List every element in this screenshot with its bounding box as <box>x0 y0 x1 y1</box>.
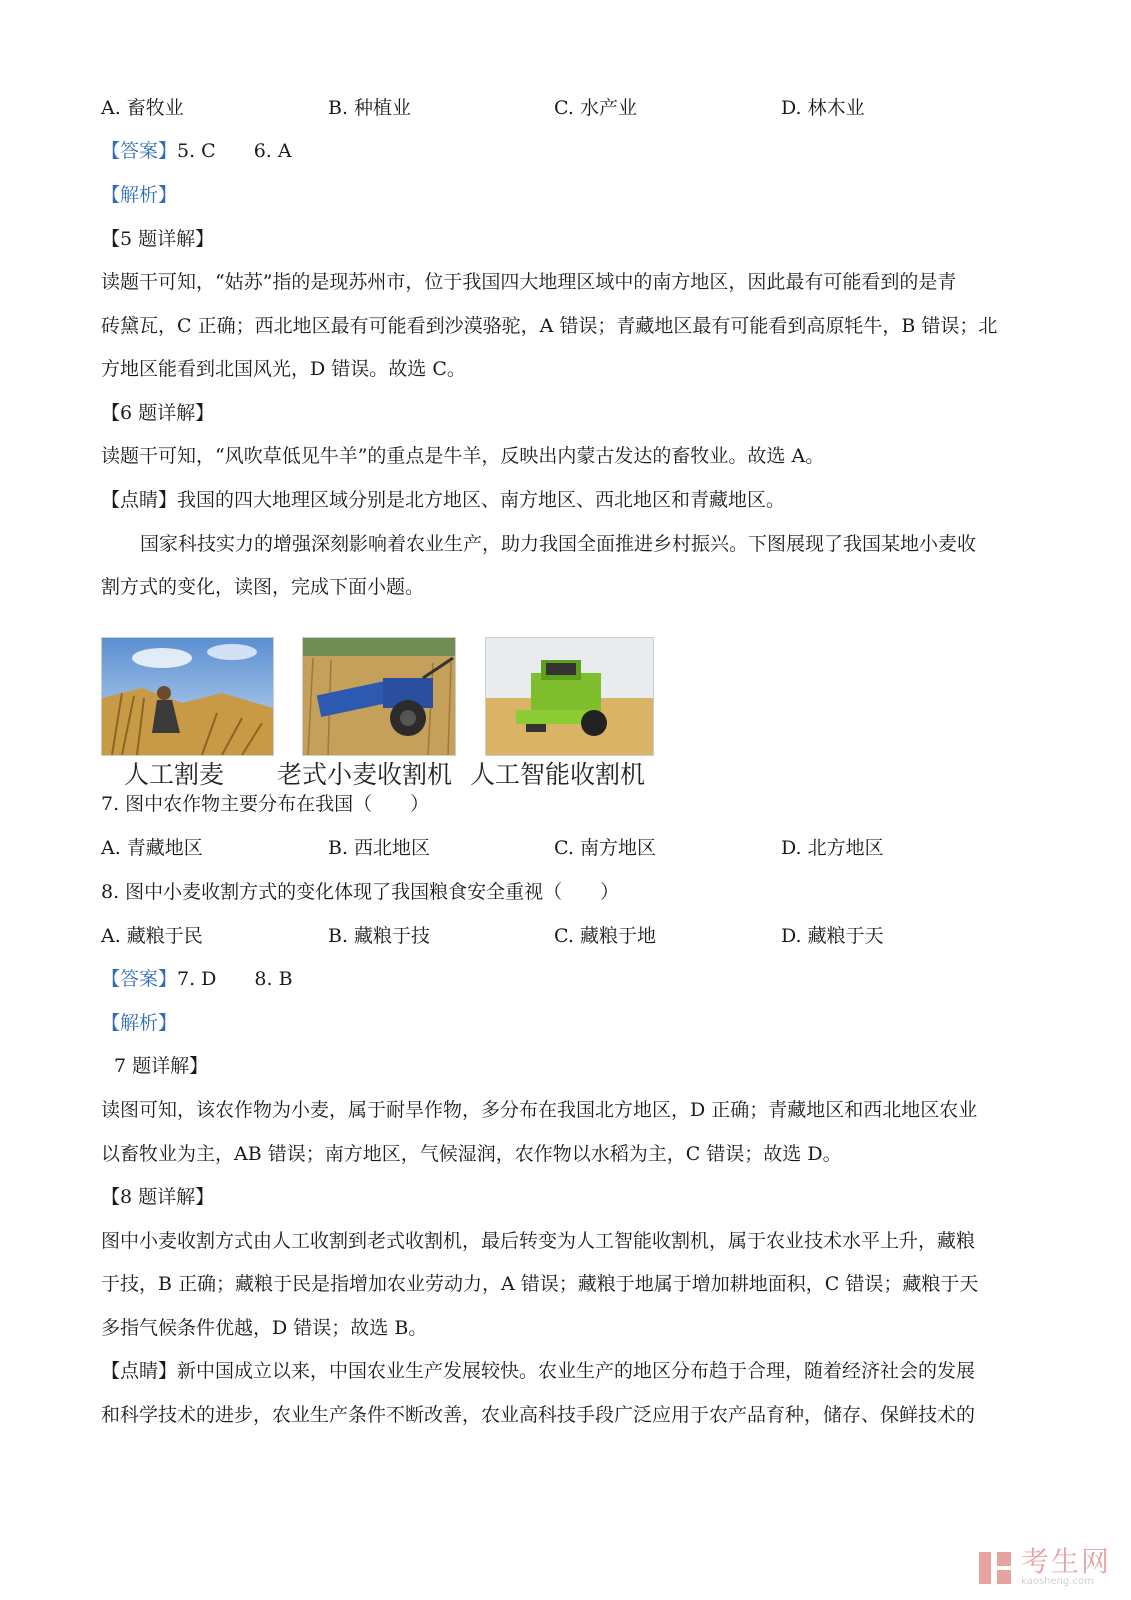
q8-option-b: B. 藏粮于技 <box>328 925 431 947</box>
q6-option-c: C. 水产业 <box>554 97 637 119</box>
q7-detail-line: 以畜牧业为主，AB 错误；南方地区，气候湿润，农作物以水稻为主，C 错误；故选 D。 <box>101 1143 842 1165</box>
q8-option-d: D. 藏粮于天 <box>781 925 884 947</box>
q5-detail-line: 砖黛瓦，C 正确；西北地区最有可能看到沙漠骆驼，A 错误；青藏地区最有可能看到高原牦牛，B 错误；北 <box>101 315 998 337</box>
ai-harvester-photo <box>485 637 654 756</box>
watermark-logo-icon <box>977 1550 1013 1586</box>
q7-detail-heading: 7 题详解】 <box>114 1055 209 1077</box>
answer-text: 5. C 6. A <box>177 140 292 162</box>
q7-detail-line: 读图可知，该农作物为小麦，属于耐旱作物，多分布在我国北方地区，D 正确；青藏地区和西北地区农业 <box>101 1099 978 1121</box>
analysis-tag-1: 【解析】 <box>101 184 178 206</box>
watermark <box>977 1545 1111 1588</box>
tip-line-1 <box>101 488 785 512</box>
q8-stem: 8. 图中小麦收割方式的变化体现了我国粮食安全重视（ ） <box>101 881 620 903</box>
q6-detail-heading: 【6 题详解】 <box>101 402 215 424</box>
old-harvester-photo <box>302 637 456 756</box>
q7-option-c: C. 南方地区 <box>554 837 656 859</box>
tip-line-2 <box>101 1359 975 1383</box>
tip-text: 我国的四大地理区域分别是北方地区、南方地区、西北地区和青藏地区。 <box>177 489 786 511</box>
q8-option-c: C. 藏粮于地 <box>554 925 656 947</box>
watermark-name: 考生网 <box>1020 1545 1111 1578</box>
q5-detail-line: 读题干可知，“姑苏”指的是现苏州市，位于我国四大地理区域中的南方地区，因此最有可能看到的是青 <box>101 271 957 293</box>
manual-harvest-photo <box>101 637 274 756</box>
answer-tag: 【答案】 <box>101 140 178 162</box>
answer-line-2 <box>101 967 293 991</box>
photo-caption: 老式小麦收割机 <box>277 760 453 789</box>
q5-detail-line: 方地区能看到北国风光，D 错误。故选 C。 <box>101 358 466 380</box>
q5-detail-heading: 【5 题详解】 <box>101 228 215 250</box>
q7-option-b: B. 西北地区 <box>328 837 431 859</box>
tip-tag: 【点睛】 <box>101 1360 178 1382</box>
answer-tag: 【答案】 <box>101 968 178 990</box>
q7-stem: 7. 图中农作物主要分布在我国（ ） <box>101 793 430 815</box>
intro-line: 国家科技实力的增强深刻影响着农业生产，助力我国全面推进乡村振兴。下图展现了我国某地小麦收 <box>140 533 977 555</box>
answer-text: 7. D 8. B <box>177 968 293 990</box>
photo-caption: 人工割麦 <box>124 760 225 789</box>
q7-option-d: D. 北方地区 <box>781 837 884 859</box>
q7-option-a: A. 青藏地区 <box>101 837 203 859</box>
photo-caption: 人工智能收割机 <box>470 760 646 789</box>
q8-option-a: A. 藏粮于民 <box>101 925 203 947</box>
q6-option-d: D. 林木业 <box>781 97 865 119</box>
analysis-tag-2: 【解析】 <box>101 1012 178 1034</box>
answer-line-1 <box>101 139 292 163</box>
q6-option-a: A. 畜牧业 <box>101 97 184 119</box>
q8-detail-line: 多指气候条件优越，D 错误；故选 B。 <box>101 1317 428 1339</box>
q8-detail-line: 于技，B 正确；藏粮于民是指增加农业劳动力，A 错误；藏粮于地属于增加耕地面积，C 错误；藏粮于天 <box>101 1273 979 1295</box>
intro-line: 割方式的变化，读图，完成下面小题。 <box>101 576 425 598</box>
q8-detail-line: 图中小麦收割方式由人工收割到老式收割机，最后转变为人工智能收割机，属于农业技术水平上升，藏粮 <box>101 1230 976 1252</box>
tip-tag: 【点睛】 <box>101 489 178 511</box>
q6-option-b: B. 种植业 <box>328 97 412 119</box>
q8-detail-heading: 【8 题详解】 <box>101 1186 215 1208</box>
tip-line-3: 和科学技术的进步，农业生产条件不断改善，农业高科技手段广泛应用于农产品育种，储存、保鲜技术的 <box>101 1404 976 1426</box>
watermark-url: kaosheng.com <box>1020 1576 1094 1587</box>
tip-text: 新中国成立以来，中国农业生产发展较快。农业生产的地区分布趋于合理，随着经济社会的发展 <box>177 1360 976 1382</box>
q6-detail-line: 读题干可知，“风吹草低见牛羊”的重点是牛羊，反映出内蒙古发达的畜牧业。故选 A。 <box>101 445 825 467</box>
